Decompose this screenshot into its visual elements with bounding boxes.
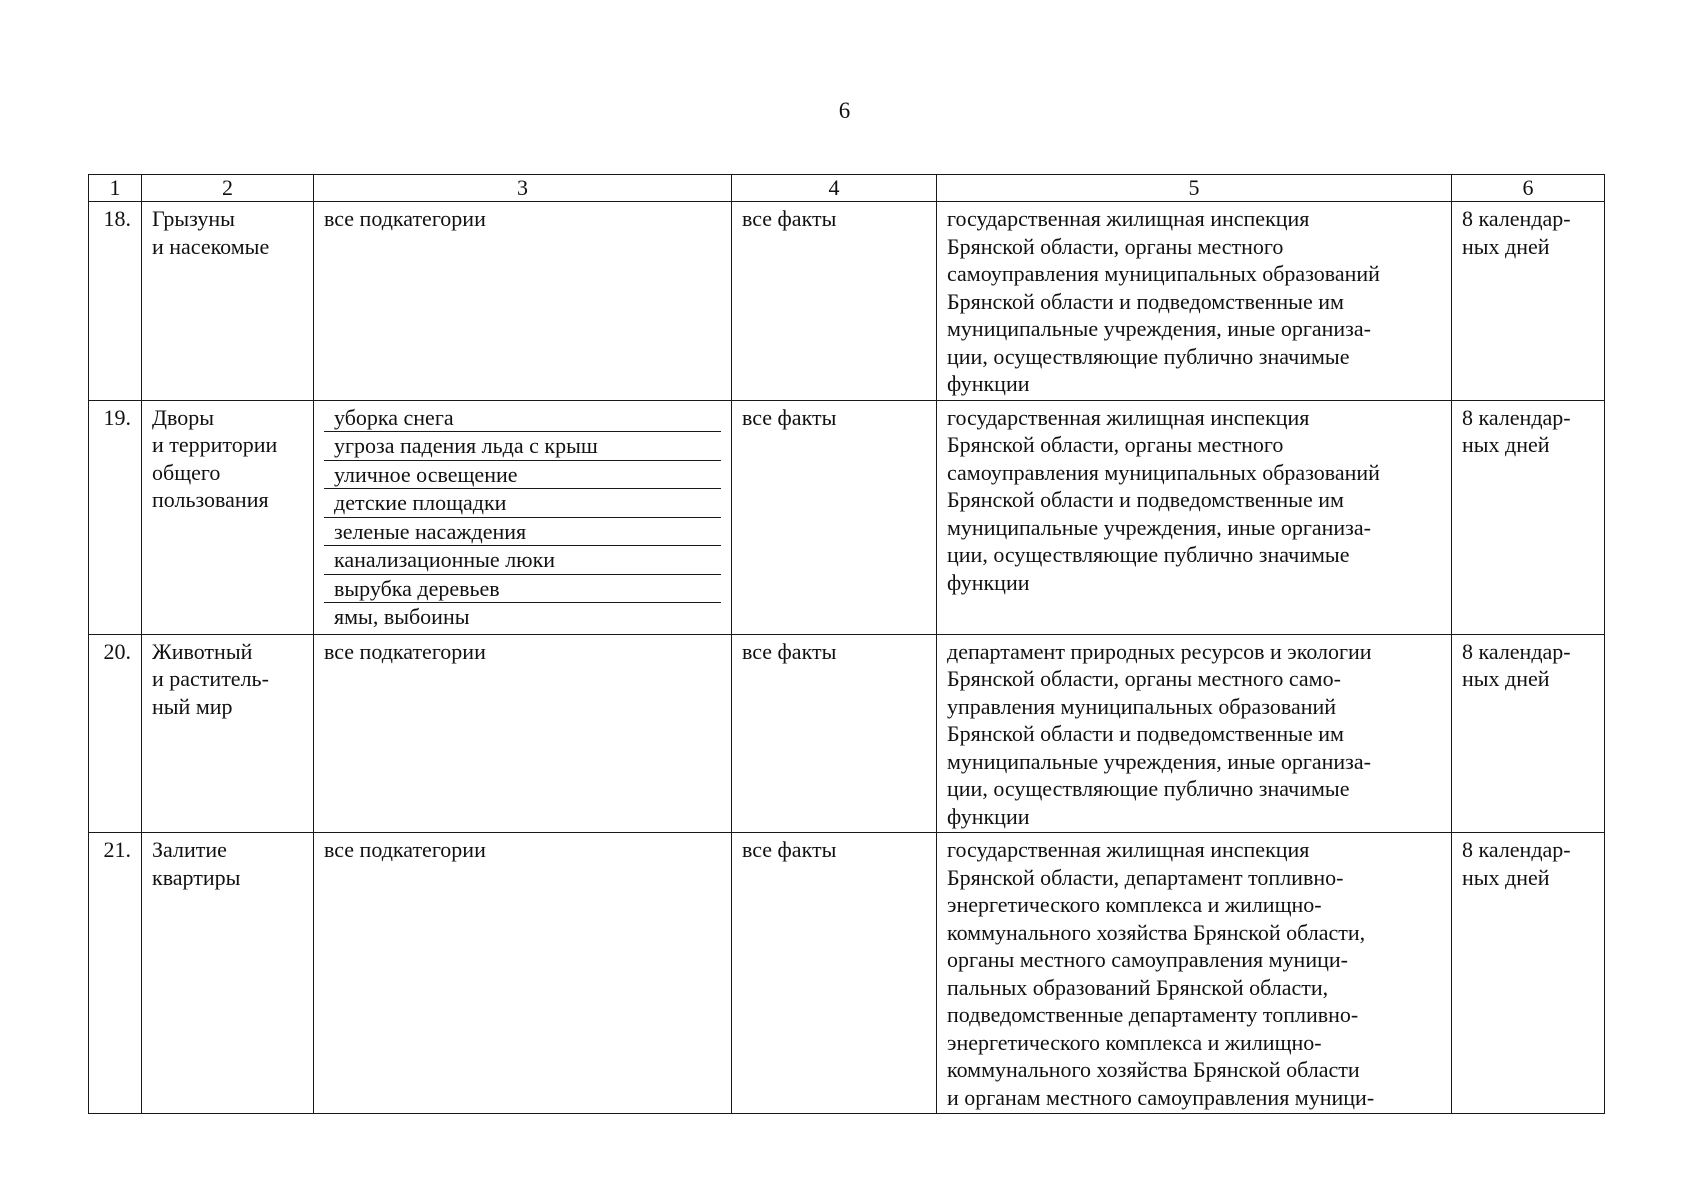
row-term: 8 календар- ных дней xyxy=(1452,833,1605,1114)
column-header: 5 xyxy=(937,175,1452,202)
subcategory-item: вырубка деревьев xyxy=(324,575,721,604)
column-header: 6 xyxy=(1452,175,1605,202)
row-facts: все факты xyxy=(732,202,937,401)
column-header: 4 xyxy=(732,175,937,202)
row-subcategory: все подкатегории xyxy=(314,833,732,1114)
row-organizations: государственная жилищная инспекция Брянской области, органы местного самоуправления муниципальных образований Брянской области и подведомственные им муниципальные учреждения, иные организа- ции, осуществляющие публично значимые функции xyxy=(937,202,1452,401)
row-facts: все факты xyxy=(732,400,937,634)
subcategory-item: зеленые насаждения xyxy=(324,518,721,547)
row-category: Дворы и территории общего пользования xyxy=(142,400,314,634)
row-subcategory: все подкатегории xyxy=(314,634,732,833)
subcategory-list xyxy=(314,400,732,634)
page-number: 6 xyxy=(838,98,851,123)
row-category: Залитие квартиры xyxy=(142,833,314,1114)
table-row xyxy=(89,634,1605,833)
subcategory-item: уборка снега xyxy=(324,404,721,433)
subcategory-item: детские площадки xyxy=(324,489,721,518)
row-subcategory: все подкатегории xyxy=(314,202,732,401)
column-header: 3 xyxy=(314,175,732,202)
row-category: Грызуны и насекомые xyxy=(142,202,314,401)
column-header: 1 xyxy=(89,175,142,202)
row-number: 20. xyxy=(89,634,142,833)
row-organizations: государственная жилищная инспекция Брянской области, департамент топливно- энергетического комплекса и жилищно- коммунального хозяйства Брянской области, органы местного самоуправления муници- пальных образований Брянской области, подведомственные департаменту топливно- энергетического комплекса и жилищно- коммунального хозяйства Брянской области и органам местного самоуправления муници- xyxy=(937,833,1452,1114)
row-organizations: департамент природных ресурсов и экологии Брянской области, органы местного само- управления муниципальных образований Брянской области и подведомственные им муниципальные учреждения, иные организа- ции, осуществляющие публично значимые функции xyxy=(937,634,1452,833)
subcategory-item: ямы, выбоины xyxy=(334,604,470,629)
row-term: 8 календар- ных дней xyxy=(1452,634,1605,833)
table-header-row xyxy=(89,175,1605,202)
row-term: 8 календар- ных дней xyxy=(1452,400,1605,634)
row-facts: все факты xyxy=(732,833,937,1114)
row-number: 19. xyxy=(89,400,142,634)
row-facts: все факты xyxy=(732,634,937,833)
row-organizations: государственная жилищная инспекция Брянской области, органы местного самоуправления муниципальных образований Брянской области и подведомственные им муниципальные учреждения, иные организа- ции, осуществляющие публично значимые функции xyxy=(937,400,1452,634)
table-row xyxy=(89,202,1605,401)
row-number: 21. xyxy=(89,833,142,1114)
subcategory-item: угроза падения льда с крыш xyxy=(324,432,721,461)
column-header: 2 xyxy=(142,175,314,202)
subcategory-item: канализационные люки xyxy=(324,546,721,575)
table-row xyxy=(89,400,1605,634)
table-row xyxy=(89,833,1605,1114)
row-term: 8 календар- ных дней xyxy=(1452,202,1605,401)
document-table xyxy=(88,174,1605,1114)
subcategory-item: уличное освещение xyxy=(324,461,721,490)
row-category: Животный и раститель- ный мир xyxy=(142,634,314,833)
row-number: 18. xyxy=(89,202,142,401)
